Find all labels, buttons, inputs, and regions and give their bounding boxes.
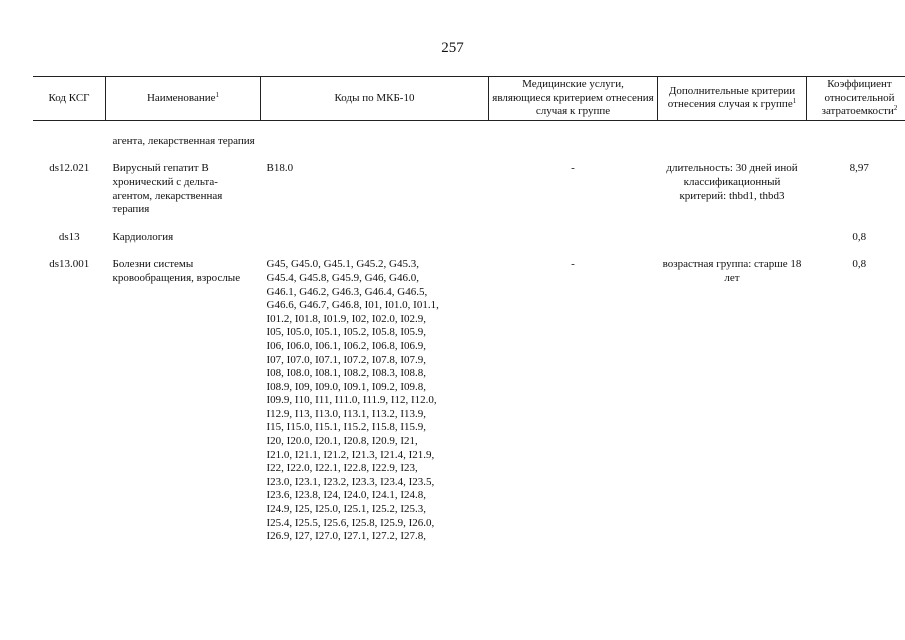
cell-name: агента, лекарственная терапия: [112, 134, 255, 147]
mkb-line: I26.9, I27, I27.0, I27.1, I27.2, I27.8,: [266, 530, 426, 543]
table-row: [33, 244, 905, 543]
mkb-line: I05, I05.0, I05.1, I05.2, I05.8, I05.9,: [266, 326, 426, 339]
header-code: [33, 77, 106, 121]
ksg-table: [33, 76, 905, 544]
mkb-line: I08.9, I09, I09.0, I09.1, I09.2, I09.8,: [266, 380, 426, 393]
cell-extra: [658, 217, 807, 245]
header-coef-text: Коэффициент относительной затратоемкости: [821, 78, 895, 118]
mkb-line: G46.1, G46.2, G46.3, G46.4, G46.5,: [266, 285, 428, 298]
cell-mkb: [261, 120, 489, 148]
cell-mkb-list: [261, 244, 489, 543]
cell-code: [33, 120, 106, 148]
header-row: [33, 77, 905, 121]
cell-mkb: [261, 217, 489, 245]
header-name-text: Наименование: [146, 91, 216, 104]
mkb-line: G45, G45.0, G45.1, G45.2, G45.3,: [266, 258, 419, 271]
mkb-line: G46.6, G46.7, G46.8, I01, I01.0, I01.1,: [266, 299, 439, 312]
cell-coef: 0,8: [852, 258, 867, 271]
header-coef-footnote: 2: [893, 104, 898, 113]
cell-extra: длительность: 30 дней иной классификационный критерий: thbd1, thbd3: [666, 162, 798, 202]
mkb-line: I23.0, I23.1, I23.2, I23.3, I23.4, I23.5,: [266, 475, 435, 488]
table-header: [33, 77, 905, 121]
header-mkb: [261, 77, 489, 121]
cell-extra: [658, 120, 807, 148]
cell-coef: 8,97: [849, 162, 869, 175]
mkb-line: I25.4, I25.5, I25.6, I25.8, I25.9, I26.0,: [266, 516, 435, 529]
mkb-line: I20, I20.0, I20.1, I20.8, I20.9, I21,: [266, 435, 418, 448]
cell-coef: 0,8: [852, 230, 867, 243]
header-extra: [658, 77, 807, 121]
mkb-line: I21.0, I21.1, I21.2, I21.3, I21.4, I21.9,: [266, 448, 435, 461]
table-row: [33, 148, 905, 216]
cell-name: Кардиология: [112, 230, 174, 243]
cell-services: [489, 217, 658, 245]
page-number: 257: [441, 40, 464, 56]
mkb-line: I08, I08.0, I08.1, I08.2, I08.3, I08.8,: [266, 367, 426, 380]
mkb-line: I01.2, I01.8, I01.9, I02, I02.0, I02.9,: [266, 312, 426, 325]
table-row: [33, 217, 905, 245]
mkb-line: I22, I22.0, I22.1, I22.8, I22.9, I23,: [266, 462, 418, 475]
cell-code: ds12.021: [49, 162, 90, 175]
mkb-line: I24.9, I25, I25.0, I25.1, I25.2, I25.3,: [266, 503, 426, 516]
cell-code: ds13: [58, 230, 80, 243]
table-body: [33, 120, 905, 544]
header-extra-text: Дополнительные критерии отнесения случая к группе: [667, 84, 796, 111]
mkb-line: I15, I15.0, I15.1, I15.2, I15.8, I15.9,: [266, 421, 426, 434]
header-services: [489, 77, 658, 121]
cell-services: [489, 120, 658, 148]
mkb-line: G45.4, G45.8, G45.9, G46, G46.0,: [266, 271, 419, 284]
table-row: [33, 120, 905, 148]
header-code-text: Код КСГ: [48, 91, 90, 104]
mkb-line: I09.9, I10, I11, I11.0, I11.9, I12, I12.0,: [266, 394, 437, 407]
mkb-line: I23.6, I23.8, I24, I24.0, I24.1, I24.8,: [266, 489, 426, 502]
cell-services: -: [571, 162, 575, 175]
mkb-line: I07, I07.0, I07.1, I07.2, I07.8, I07.9,: [266, 353, 426, 366]
header-name: [106, 77, 261, 121]
header-name-footnote: 1: [215, 90, 220, 99]
cell-coef: [807, 120, 905, 148]
cell-extra: возрастная группа: старше 18 лет: [662, 258, 802, 284]
cell-code: ds13.001: [49, 258, 90, 271]
mkb-line: I12.9, I13, I13.0, I13.1, I13.2, I13.9,: [266, 407, 426, 420]
header-extra-footnote: 1: [792, 97, 797, 106]
header-mkb-text: Коды по МКБ-10: [334, 91, 415, 104]
header-services-text: Медицинские услуги, являющиеся критерием отнесения случая к группе: [492, 78, 654, 118]
cell-name: Болезни системы кровообращения, взрослые: [112, 258, 241, 284]
mkb-line: I06, I06.0, I06.1, I06.2, I06.8, I06.9,: [266, 339, 426, 352]
header-coef: [807, 77, 905, 121]
cell-name: Вирусный гепатит B хронический с дельта-агентом, лекарственная терапия: [112, 162, 223, 216]
ksg-table-container: [33, 76, 898, 544]
cell-mkb: B18.0: [266, 162, 294, 175]
cell-services: -: [571, 258, 575, 271]
